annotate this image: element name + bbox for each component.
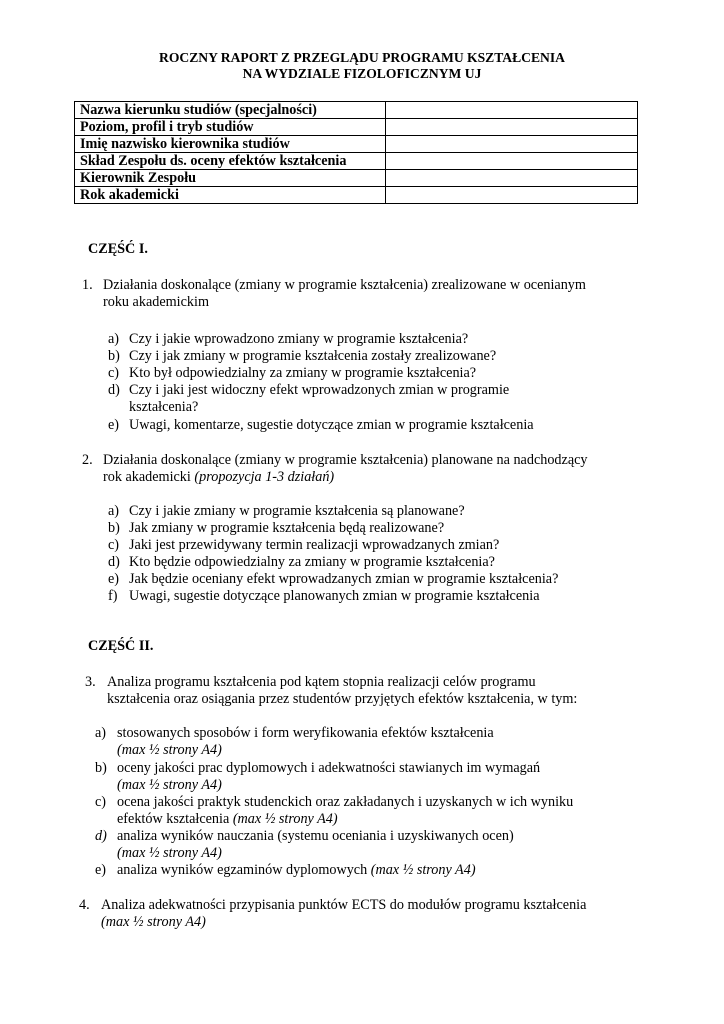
q1-item-text: Czy i jakie wprowadzono zmiany w programie kształcenia? xyxy=(129,331,469,347)
row-value xyxy=(386,119,638,136)
row-label: Imię nazwisko kierownika studiów xyxy=(75,136,386,153)
q3-item-letter: d) xyxy=(95,828,107,844)
q3-number: 3. xyxy=(85,674,96,690)
q2-item-text: Kto będzie odpowiedzialny za zmiany w programie kształcenia? xyxy=(129,554,495,570)
q1-item-text: Kto był odpowiedzialny za zmiany w programie kształcenia? xyxy=(129,365,477,381)
q2-text-line2-italic: (propozycja 1-3 działań) xyxy=(194,469,335,485)
row-value xyxy=(386,170,638,187)
q1-item-text: Czy i jak zmiany w programie kształcenia zostały zrealizowane? xyxy=(129,348,497,364)
row-value xyxy=(386,136,638,153)
q1-text-line2: roku akademickim xyxy=(103,294,209,310)
q3-item-text: analiza wyników nauczania (systemu oceniania i uzyskiwanych ocen) xyxy=(117,828,514,844)
row-label: Nazwa kierunku studiów (specjalności) xyxy=(75,102,386,119)
q1-item-text: Uwagi, komentarze, sugestie dotyczące zmian w programie kształcenia xyxy=(129,417,534,433)
q2-text-line2 xyxy=(103,469,334,486)
row-value xyxy=(386,187,638,204)
row-label: Kierownik Zespołu xyxy=(75,170,386,187)
title-line-1: ROCZNY RAPORT Z PRZEGLĄDU PROGRAMU KSZTAŁCENIA xyxy=(159,50,565,65)
row-label: Rok akademicki xyxy=(75,187,386,204)
table-row xyxy=(75,136,638,153)
part2-heading: CZĘŚĆ II. xyxy=(88,638,154,654)
q3-item-text-cont-plain: efektów kształcenia xyxy=(117,811,233,827)
title-line-2: NA WYDZIALE FIZOLOFICZNYM UJ xyxy=(242,66,482,81)
q4-note: (max ½ strony A4) xyxy=(101,914,206,930)
q1-item-letter: b) xyxy=(108,348,120,364)
row-label: Poziom, profil i tryb studiów xyxy=(75,119,386,136)
q3-item-note: (max ½ strony A4) xyxy=(117,845,222,861)
q2-text-line1: Działania doskonalące (zmiany w programie kształcenia) planowane na nadchodzący xyxy=(103,452,588,468)
table-row xyxy=(75,102,638,119)
q3-item-text-cont xyxy=(117,811,338,828)
q2-item-text: Jak zmiany w programie kształcenia będą realizowane? xyxy=(129,520,445,536)
q3-item-letter: e) xyxy=(95,862,107,878)
q3-item-note: (max ½ strony A4) xyxy=(117,742,222,758)
q3-item-letter: c) xyxy=(95,794,107,810)
q2-item-letter: c) xyxy=(108,537,120,553)
table-row xyxy=(75,119,638,136)
q1-item-letter: d) xyxy=(108,382,120,398)
row-label: Skład Zespołu ds. oceny efektów kształcenia xyxy=(75,153,386,170)
q2-item-text: Jaki jest przewidywany termin realizacji wprowadzanych zmian? xyxy=(129,537,500,553)
row-value xyxy=(386,153,638,170)
q3-item-text-plain: analiza wyników egzaminów dyplomowych xyxy=(117,862,371,878)
q2-item-text: Czy i jakie zmiany w programie kształcenia są planowane? xyxy=(129,503,465,519)
table-row xyxy=(75,187,638,204)
q2-item-letter: b) xyxy=(108,520,120,536)
q4-text-line1: Analiza adekwatności przypisania punktów ECTS do modułów programu kształcenia xyxy=(101,897,587,913)
q1-number: 1. xyxy=(82,277,93,293)
table-row xyxy=(75,153,638,170)
q3-text-line2: kształcenia oraz osiągania przez studentów przyjętych efektów kształcenia, w tym: xyxy=(107,691,578,707)
q1-item-letter: c) xyxy=(108,365,120,381)
q4-number: 4. xyxy=(79,897,90,913)
q2-item-text: Jak będzie oceniany efekt wprowadzanych zmian w programie kształcenia? xyxy=(129,571,559,587)
document-title xyxy=(0,50,724,82)
q1-item-text-cont: kształcenia? xyxy=(129,399,199,415)
q3-item-note: (max ½ strony A4) xyxy=(370,862,476,878)
q3-text-line1: Analiza programu kształcenia pod kątem stopnia realizacji celów programu xyxy=(107,674,536,690)
q2-item-letter: a) xyxy=(108,503,120,519)
q3-item-letter: b) xyxy=(95,760,107,776)
row-value xyxy=(386,102,638,119)
q3-item-text: oceny jakości prac dyplomowych i adekwatności stawianych im wymagań xyxy=(117,760,541,776)
q1-item-letter: a) xyxy=(108,331,120,347)
q2-text-line2-plain: rok akademicki xyxy=(103,469,195,485)
table-row xyxy=(75,170,638,187)
q1-item-letter: e) xyxy=(108,417,120,433)
q2-item-text: Uwagi, sugestie dotyczące planowanych zmian w programie kształcenia xyxy=(129,588,540,604)
q2-item-letter: f) xyxy=(108,588,118,604)
q3-item-note: (max ½ strony A4) xyxy=(232,811,338,827)
q2-item-letter: e) xyxy=(108,571,120,587)
q2-item-letter: d) xyxy=(108,554,120,570)
q1-text-line1: Działania doskonalące (zmiany w programie kształcenia) zrealizowane w ocenianym xyxy=(103,277,586,293)
q3-item-text: ocena jakości praktyk studenckich oraz zakładanych i uzyskanych w ich wyniku xyxy=(117,794,574,810)
program-info-table xyxy=(74,101,638,204)
q3-item-text: stosowanych sposobów i form weryfikowania efektów kształcenia xyxy=(117,725,494,741)
q3-item-note: (max ½ strony A4) xyxy=(117,777,222,793)
q2-number: 2. xyxy=(82,452,93,468)
part1-heading: CZĘŚĆ I. xyxy=(88,241,148,257)
q1-item-text: Czy i jaki jest widoczny efekt wprowadzonych zmian w programie xyxy=(129,382,510,398)
q3-item-text xyxy=(117,862,476,879)
q3-item-letter: a) xyxy=(95,725,107,741)
